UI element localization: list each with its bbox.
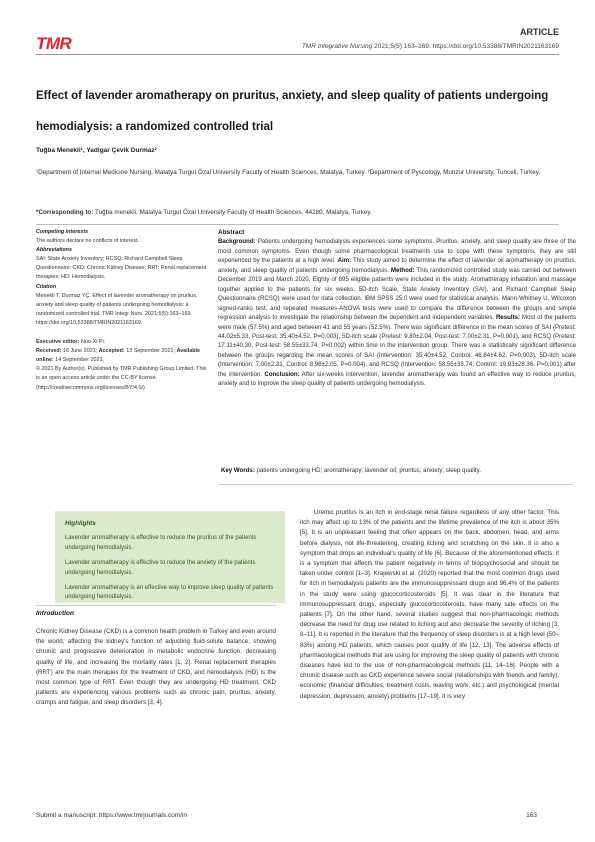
online-label: Available online:	[36, 348, 201, 364]
conclusion-label: Conclusion:	[264, 370, 300, 378]
dates-line	[36, 347, 208, 365]
submit-manuscript-link[interactable]: Submit a manuscript: https://www.tmrjournals.com/in	[36, 812, 187, 819]
results-label: Results:	[496, 314, 521, 322]
citation-text[interactable]: Menekli T, Durmaz YÇ. Effect of lavender aromatherapy on pruritus, anxiety and sleep quality of patients undergoing hemodialysis: a randomized controlled trial. TMR Integr Nurs. 2021;5(5):163–169. https://doi.org/10.53388/TMRIN2021163169.	[36, 292, 198, 326]
citation-details: 2021;5(5):163–169. https://doi.org/10.53388/TMRIN2021163169	[372, 43, 559, 50]
received-label: Received:	[36, 348, 62, 355]
keywords-label: Key Words:	[221, 467, 255, 474]
authors: Tuğba Menekli¹, Yadigar Çevik Durmaz²	[36, 147, 157, 154]
highlights-box	[55, 511, 285, 603]
highlight-item: Lavender aromatherapy is an effective way to improve sleep quality of patients undergoing hemodialysis.	[65, 585, 274, 601]
competing-heading: Competing interests	[36, 229, 89, 235]
intro-paragraph: Chronic Kidney Disease (CKD) is a common health problem in Turkey and even around the world, affecting the kidney's function of adjusting fluid-solute balance, showing chronic and progressive deterioration in metabolic endocrine function, decreasing quality of life, and increasing the mortality rates [1, 2]. Renal replacement therapies (RRT) are the main therapies for the treatment of CKD, and hemodialysis (HD) is the most common type of RRT. Even though they are undergoing HD treatment, CKD patients are experiencing various problems such as chronic pain, pruritus, anxiety, cramps and fatigue, and sleep disorders [3, 4].	[36, 628, 276, 707]
accepted-date: 13 September 2021;	[124, 348, 177, 355]
article-type-label: ARTICLE	[520, 27, 559, 37]
article-info-sidebar	[36, 228, 208, 393]
affiliations: ¹Department of Internal Medicine Nursing, Malatya Turgut Özal University Faculty of Health Sciences, Malatya, Turkey. ²Department of Pyscology, Munzur University, Tunceli, Turkey.	[36, 169, 541, 176]
abstract-body	[218, 237, 576, 388]
corresponding-label: *Corresponding to:	[36, 209, 94, 216]
background-label: Background:	[218, 238, 256, 246]
section-divider	[36, 224, 559, 225]
competing-text: The authors declare no conflicts of interest.	[36, 238, 140, 245]
abbreviations-text: SAI: State Anxiety Inventory; RCSQ: Richard Campbell Sleep Questionnaire; CKD: Chronic Kidney Disease; RRT: Renal replacement therapies; HD: Hemodialysis.	[36, 256, 207, 281]
corresponding-text: Tuğba menekli, Malatya Turgut Özal University Faculty of Health Sciences, 44280, Malatya, Turkey.	[93, 209, 372, 216]
editor-name: Nuo-Xi Pi.	[79, 339, 106, 346]
highlight-item: Lavender aromatherapy is effective to reduce the pruritus of the patients undergoing hemodialysis.	[65, 535, 257, 551]
journal-name: TMR Integrative Nursing	[301, 43, 373, 50]
intro-paragraph: Uremic pruritus is an itch in end-stage renal failure regardless of any other factor. This itch may affect up to 13% of the patients and the lifetime prevalence of the itch is about 35% [5]. It is an unpleasant feeling that often appears on the back, abdomen, head, and arms before dialysis, not life-threatening, creating itching and scratching on the skin. It is also a symptom that drops an individual's quality of life [6]. Because of the aforementioned effects, it is a symptom that affects the patient negatively in terms of biopsychosocial and should be taken under control [1–3]. Krajewski et al. (2020) reported that the most common drugs used for itch in hemodialysis patients are the immunosuppressant drugs and 96.4% of the patients in the study were using glucocorticosteroids [5]. It was clear in the literature that immunosuppressant drugs, especially glucocorticosteroids, have many side effects on the patients [7]. On the other hand, several studies suggest that non-pharmacologic methods decrease the need for drug use related to itching and also decrease the severity of itching [3, 8–11]. It is reported in the literature that the frequency of sleep disorders is at a high level (50–83%) among HD patients, which causes poor quality of life [12, 13]. The adverse effects of pharmacological methods that are using for improving the sleep quality of patients with chronic diseases have led to the use of non-pharmacological methods [11, 14–16]. People with a chronic disease such as CKD experience severe social (relationships with friends and family), economic (financial difficulties, treatment costs, leaving work, etc.) and psychological (mental depression, depression, anxiety) problems [17–19]. It is very	[300, 509, 559, 700]
method-label: Method:	[390, 266, 415, 274]
page-number: 163	[526, 812, 537, 819]
introduction-left-column	[36, 627, 276, 709]
abstract	[218, 228, 576, 389]
online-date: 14 September 2021.	[53, 357, 105, 364]
results-text: Most of the patients were male (57.5%) and aged between 41 and 55 years (52.5%). There was significant difference in the mean scores of SAI (Pretest: 44.02±5.33, Post-test: 35.40±4.52, P=0.003), 5D-itch scale (Pretest: 9.80±2.04, Post-test: 7.00±2.31, P=0.001), and RCSQ (Pretest: 17.11±40.30, Post-test: 58.55±33.74, P=0.002) within time in the intervention group. There was a statistically significant difference between the groups regarding the mean scores of SAI (Intervention: 35.40±4.52, Control: 46.84±4.62, P=0.003), 5D-itch scale (Intervention: 7.00±2.31, Control: 8.96±2.05, P=0.004), and RCSQ (Intervention: 58.55±33.74, Control: 19.93±28.36, P=0.001) after the intervention.	[218, 314, 577, 378]
citation-heading: Citation	[36, 283, 57, 290]
abbreviations-heading: Abbreviations	[36, 247, 72, 254]
highlight-item: Lavender aromatherapy is effective to reduce the anxiety of the patients undergoing hemodialysis.	[65, 560, 256, 576]
highlights-heading: Highlights	[65, 520, 96, 527]
introduction-heading: Introduction	[36, 610, 74, 617]
conclusion-text: After six-weeks intervention, lavender aromatherapy was found an effective way to reduce pruritus, anxiety and to improve the sleep quality of patients undergoing hemodialysis.	[218, 370, 576, 388]
method-text: This randomized controlled study was carried out between December 2019 and March 2020. Eighty of 895 eligible patients were included in the study. Aromatherapy inhalation and massage together applied to the patients for six weeks. 5D-itch Scale, State Anxiety Inventory (SAI), and Richard Campbell Sleep Questionnaire (RCSQ) were used for data collection. IBM SPSS 25.0 were used for statistical analysis. Mann-Whitney U, Wilcoxon signed-ranks test, and repeated measures-ANOVA tests were used to compare the difference between the groups and simple regression analysis to investigate the relationship between the dependent and independent variables.	[218, 266, 577, 322]
introduction-right-column	[300, 508, 559, 702]
keywords	[221, 467, 481, 474]
intro-divider	[36, 605, 276, 606]
journal-logo: TMR	[36, 34, 72, 53]
paper-title: Effect of lavender aromatherapy on pruritus, anxiety, and sleep quality of patients undergoing hemodialysis: a randomized controlled trial	[36, 90, 549, 133]
license-text[interactable]: © 2021 By Author(s). Published by TMR Publishing Group Limited. This is an open access article under the CC-BY license. (http://creativecommons.org/licenses/BY/4.0/)	[36, 366, 207, 391]
received-date: 16 June 2021;	[61, 348, 99, 355]
aim-text: This study aimed to determine the effect of lavender oil aromatherapy on pruritus, anxiety, and sleep quality of patients undergoing hemodialysis.	[218, 257, 576, 274]
editor-label: Executive editor:	[36, 339, 80, 346]
editor-line	[36, 338, 208, 347]
background-text: Patients undergoing hemodialysis experiences some symptoms. Pruritus, anxiety, and sleep quality are three of the most common symptoms. Even though some pharmacological treatments use to cope with these symptoms, they are still experienced by the patients at a high level.	[218, 238, 576, 265]
aim-label: Aim:	[337, 257, 352, 265]
header-divider	[36, 54, 559, 55]
accepted-label: Accepted:	[98, 348, 125, 355]
corresponding-author	[36, 209, 372, 216]
abstract-divider	[218, 484, 573, 485]
header-citation	[302, 43, 559, 50]
abstract-heading: Abstract	[218, 229, 245, 236]
keywords-text: patients undergoing HD; aromatherapy; lavender oil; pruritus; anxiety; sleep quality.	[254, 467, 481, 474]
